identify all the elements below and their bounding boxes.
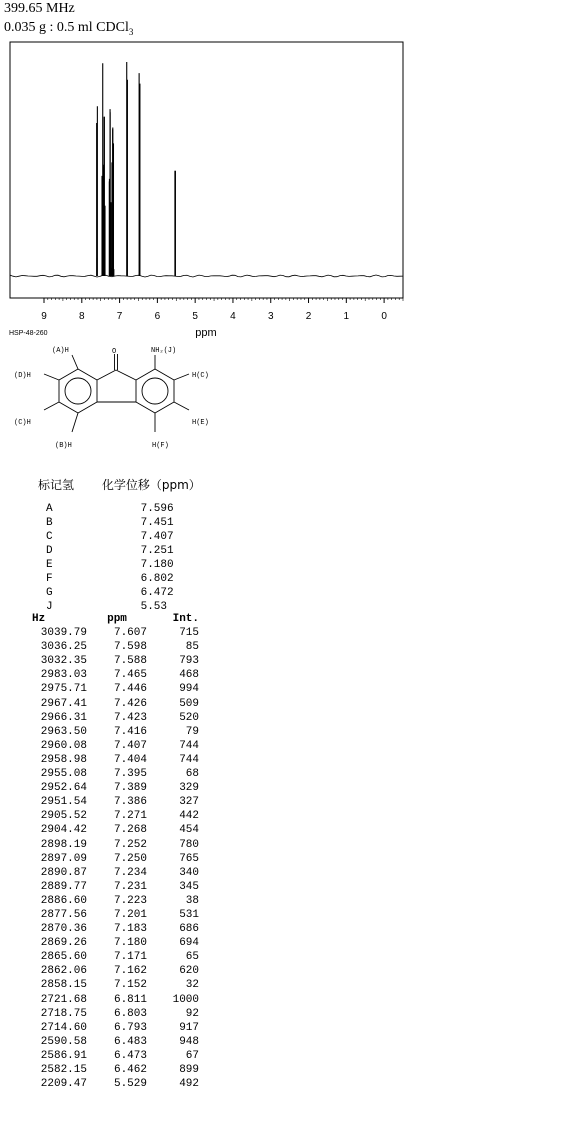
peak-hz: 2582.15 <box>40 1064 87 1076</box>
peak-int: 329 <box>179 782 199 795</box>
peak-ppm: 7.588 <box>113 655 147 668</box>
peak-hz: 2586.91 <box>40 1049 87 1062</box>
right-ring-aromatic-circle <box>142 378 168 404</box>
peak-hz: 2966.31 <box>40 711 87 724</box>
assignment-row <box>46 530 174 544</box>
peak-row <box>30 908 199 922</box>
peak-row <box>30 1007 199 1021</box>
peak-row <box>30 1077 199 1091</box>
peak-hz: 2858.15 <box>40 979 87 992</box>
peak-ppm: 6.811 <box>113 993 147 1006</box>
peak-ppm: 7.231 <box>113 880 147 893</box>
peak-ppm: 7.171 <box>113 951 147 964</box>
peak-hz: 2721.68 <box>40 993 87 1006</box>
assignment-row <box>46 502 174 516</box>
assign-hydrogen: D <box>46 545 53 557</box>
peak-ppm: 7.416 <box>113 725 147 738</box>
peak-hz: 2209.47 <box>40 1078 87 1091</box>
peak-row <box>30 880 199 894</box>
assignment-row <box>46 586 174 600</box>
peak-hz: 2865.60 <box>40 951 87 964</box>
peak-ppm: 7.268 <box>113 824 147 837</box>
spectrum-trace <box>10 275 403 277</box>
peak-row <box>30 838 199 852</box>
label-j: NH₂(J) <box>151 347 177 355</box>
assign-shift: 6.802 <box>140 573 174 585</box>
peak-row <box>30 781 199 795</box>
peak-int: 793 <box>179 655 199 668</box>
assign-shift: 7.180 <box>140 559 174 571</box>
peak-hz: 2951.54 <box>40 796 87 809</box>
peak-hz: 2590.58 <box>40 1035 87 1048</box>
peak-ppm: 7.386 <box>113 796 147 809</box>
peak-int: 917 <box>179 1021 199 1034</box>
peak-hz: 2886.60 <box>40 894 87 907</box>
peak-ppm: 7.407 <box>113 739 147 752</box>
peak-row <box>30 964 199 978</box>
peak-hz: 2714.60 <box>40 1021 87 1034</box>
sample-code: HSP-48-260 <box>9 330 48 337</box>
assign-shift: 7.596 <box>140 503 174 515</box>
peak-hz: 2904.42 <box>40 824 87 837</box>
header-ppm: ppm <box>107 613 127 625</box>
peak-int: 715 <box>179 627 199 640</box>
peak-ppm: 7.162 <box>113 965 147 978</box>
sample-concentration <box>4 20 133 37</box>
x-tick-label-7: 2 <box>305 311 312 322</box>
left-ring-aromatic-circle <box>65 378 91 404</box>
peak-ppm: 5.529 <box>113 1078 147 1091</box>
assign-hydrogen: J <box>46 601 53 613</box>
peak-hz: 2952.64 <box>40 782 87 795</box>
peak-row <box>30 894 199 908</box>
peak-hz: 2718.75 <box>40 1007 87 1020</box>
bond <box>174 402 189 410</box>
peak-ppm: 7.201 <box>113 908 147 921</box>
peak-int: 1000 <box>172 993 199 1006</box>
peak-row <box>30 697 199 711</box>
assign-shift: 6.472 <box>140 587 174 599</box>
x-tick-label-6: 3 <box>267 311 274 322</box>
label-b: (B)H <box>55 442 72 450</box>
assign-shift: 7.251 <box>140 545 174 557</box>
peak-int: 509 <box>179 697 199 710</box>
x-ticks-group <box>41 298 403 322</box>
peak-hz: 2870.36 <box>40 923 87 936</box>
peak-int: 38 <box>185 894 199 907</box>
peak-int: 744 <box>179 753 199 766</box>
assign-hydrogen: A <box>46 503 53 515</box>
peak-ppm: 6.793 <box>113 1021 147 1034</box>
peak-int: 899 <box>179 1064 199 1076</box>
peak-hz: 2963.50 <box>40 725 87 738</box>
peak-row <box>30 725 199 739</box>
bond <box>97 370 116 380</box>
assignment-table <box>46 502 174 614</box>
peak-int: 340 <box>179 866 199 879</box>
assign-col-hydrogen: 标记氢 <box>38 478 75 492</box>
assign-hydrogen: F <box>46 573 53 585</box>
peak-ppm: 7.183 <box>113 923 147 936</box>
peak-int: 327 <box>179 796 199 809</box>
peak-row <box>30 682 199 696</box>
assignment-row <box>46 516 174 530</box>
peak-ppm: 7.389 <box>113 782 147 795</box>
peak-int: 92 <box>185 1007 199 1020</box>
header-hz: Hz <box>32 613 46 625</box>
bond <box>116 370 136 380</box>
plot-frame <box>10 42 403 298</box>
peak-hz: 3036.25 <box>40 641 87 654</box>
bond <box>44 402 59 410</box>
peak-int: 345 <box>179 880 199 893</box>
peak-int: 67 <box>185 1049 199 1062</box>
peak-row <box>30 852 199 866</box>
assign-shift: 5.53 <box>140 601 168 613</box>
peak-ppm: 7.446 <box>113 683 147 696</box>
x-tick-label-3: 6 <box>154 311 161 322</box>
peak-hz: 3039.79 <box>40 627 87 640</box>
peak-row <box>30 866 199 880</box>
peak-table-header <box>30 612 199 626</box>
peak-row <box>30 922 199 936</box>
peak-ppm: 7.250 <box>113 852 147 865</box>
peak-ppm: 7.152 <box>113 979 147 992</box>
peak-row <box>30 739 199 753</box>
x-tick-label-0: 9 <box>41 311 47 322</box>
peak-hz: 2898.19 <box>40 838 87 851</box>
peak-int: 32 <box>185 979 199 992</box>
peak-hz: 2960.08 <box>40 739 87 752</box>
peak-int: 780 <box>179 838 199 851</box>
peak-ppm: 7.465 <box>113 669 147 682</box>
peak-row <box>30 668 199 682</box>
peak-row <box>30 950 199 964</box>
peak-hz: 2869.26 <box>40 937 87 950</box>
peak-int: 442 <box>179 810 199 823</box>
peak-row <box>30 1049 199 1063</box>
peak-ppm: 7.598 <box>113 641 147 654</box>
peak-row <box>30 640 199 654</box>
bond <box>44 374 59 380</box>
label-d: (D)H <box>14 372 31 380</box>
x-tick-label-5: 4 <box>230 311 236 322</box>
assignment-row <box>46 572 174 586</box>
peak-int: 948 <box>179 1035 199 1048</box>
spectrometer-frequency: 399.65 MHz <box>4 1 75 16</box>
peak-int: 492 <box>179 1078 199 1091</box>
peak-hz: 2958.98 <box>40 753 87 766</box>
peak-int: 454 <box>179 824 199 837</box>
peak-ppm: 7.426 <box>113 697 147 710</box>
molecule-structure <box>0 340 260 460</box>
peak-int: 68 <box>185 768 199 781</box>
peak-int: 744 <box>179 739 199 752</box>
peak-row <box>30 654 199 668</box>
peak-hz: 2897.09 <box>40 852 87 865</box>
peak-row <box>30 753 199 767</box>
peak-ppm: 7.404 <box>113 753 147 766</box>
peak-row <box>30 1063 199 1077</box>
peak-hz: 2983.03 <box>40 669 87 682</box>
x-tick-label-8: 1 <box>343 311 350 322</box>
peak-hz: 2955.08 <box>40 768 87 781</box>
peak-table <box>30 612 199 1091</box>
peak-ppm: 7.252 <box>113 838 147 851</box>
assign-hydrogen: G <box>46 587 53 599</box>
peak-row <box>30 1021 199 1035</box>
peak-ppm: 7.223 <box>113 894 147 907</box>
peak-int: 520 <box>179 711 199 724</box>
assign-col-shift: 化学位移（ppm） <box>101 478 201 492</box>
peak-ppm: 7.607 <box>113 627 147 640</box>
peak-int: 79 <box>185 725 199 738</box>
x-axis-label: ppm <box>195 327 217 338</box>
peak-ppm: 7.271 <box>113 810 147 823</box>
peak-row <box>30 626 199 640</box>
assign-shift: 7.407 <box>140 531 174 543</box>
x-tick-label-2: 7 <box>116 311 123 322</box>
peak-int: 765 <box>179 852 199 865</box>
bond <box>72 355 78 369</box>
peak-hz: 3032.35 <box>40 655 87 668</box>
assignment-header <box>38 476 225 493</box>
peak-hz: 2877.56 <box>40 908 87 921</box>
peak-row <box>30 795 199 809</box>
peak-row <box>30 978 199 992</box>
peak-ppm: 6.462 <box>113 1064 147 1076</box>
label-f: H(F) <box>152 442 169 450</box>
peak-ppm: 7.234 <box>113 866 147 879</box>
assignment-row <box>46 558 174 572</box>
peak-int: 994 <box>179 683 199 696</box>
label-c-right: H(C) <box>192 372 209 380</box>
bond <box>174 374 189 380</box>
x-tick-label-4: 5 <box>192 311 198 322</box>
peak-ppm: 6.803 <box>113 1007 147 1020</box>
label-c-left: (C)H <box>14 419 31 427</box>
peak-row <box>30 711 199 725</box>
peak-ppm: 6.473 <box>113 1049 147 1062</box>
assignment-row <box>46 544 174 558</box>
assign-hydrogen: B <box>46 517 53 529</box>
assign-hydrogen: C <box>46 531 53 543</box>
peak-ppm: 7.180 <box>113 937 147 950</box>
peak-ppm: 7.423 <box>113 711 147 724</box>
label-a: (A)H <box>52 347 69 355</box>
peak-row <box>30 1035 199 1049</box>
peak-int: 531 <box>179 908 199 921</box>
peak-hz: 2889.77 <box>40 880 87 893</box>
peak-int: 686 <box>179 923 199 936</box>
peak-hz: 2862.06 <box>40 965 87 978</box>
peak-hz: 2890.87 <box>40 866 87 879</box>
peak-row <box>30 936 199 950</box>
peak-hz: 2905.52 <box>40 810 87 823</box>
peak-hz: 2975.71 <box>40 683 87 696</box>
peak-int: 65 <box>185 951 199 964</box>
peak-row <box>30 823 199 837</box>
peak-ppm: 6.483 <box>113 1035 147 1048</box>
peak-int: 85 <box>185 641 199 654</box>
label-oxygen: O <box>112 348 117 356</box>
peak-ppm: 7.395 <box>113 768 147 781</box>
peaks-group <box>97 62 176 276</box>
assign-shift: 7.451 <box>140 517 174 529</box>
sample-subscript: 3 <box>128 26 134 37</box>
structure-bonds <box>44 354 189 432</box>
peak-int: 468 <box>179 669 199 682</box>
sample-text: 0.035 g : 0.5 ml CDCl <box>4 20 129 35</box>
nmr-spectrum-chart <box>0 38 570 338</box>
header-int: Int. <box>172 613 199 625</box>
peak-row <box>30 767 199 781</box>
peak-row <box>30 993 199 1007</box>
x-tick-label-1: 8 <box>79 311 85 322</box>
label-e: H(E) <box>192 419 209 427</box>
assign-hydrogen: E <box>46 559 53 571</box>
peak-int: 694 <box>179 937 199 950</box>
bond <box>72 413 78 432</box>
peak-hz: 2967.41 <box>40 697 87 710</box>
x-tick-label-9: 0 <box>381 311 387 322</box>
peak-int: 620 <box>179 965 199 978</box>
peak-row <box>30 809 199 823</box>
